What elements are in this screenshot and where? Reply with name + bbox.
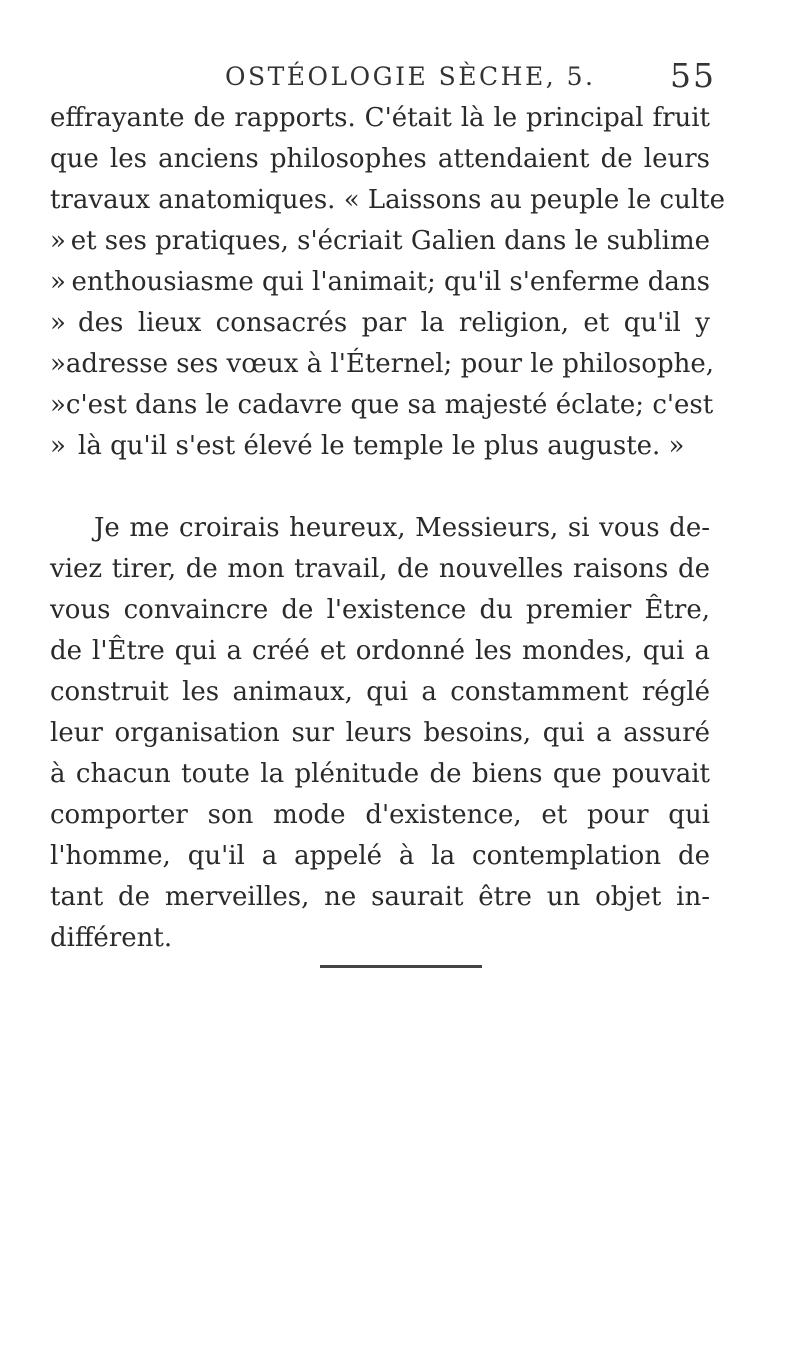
quote-mark: » bbox=[50, 267, 66, 297]
line-content: des lieux consacrés par la religion, et qu'il y bbox=[78, 308, 710, 338]
text-line: à chacun toute la plénitude de biens que pouvait bbox=[50, 759, 710, 789]
text-line: de l'Être qui a créé et ordonné les mondes, qui a bbox=[50, 636, 710, 666]
line-content: c'est dans le cadavre que sa majesté éclate; c'est bbox=[65, 390, 714, 420]
quote-mark: » bbox=[50, 390, 66, 420]
text-line: leur organisation sur leurs besoins, qui a assuré bbox=[50, 718, 710, 748]
running-head: OSTÉOLOGIE SÈCHE, 5. bbox=[225, 62, 596, 91]
line-content: enthousiasme qui l'animait; qu'il s'enferme dans bbox=[71, 267, 710, 297]
section-divider bbox=[320, 965, 482, 968]
line-content: adresse ses vœux à l'Éternel; pour le philosophe, bbox=[65, 349, 714, 379]
paragraph-conclusion bbox=[50, 508, 710, 959]
quote-mark: » bbox=[50, 226, 66, 256]
text-line: construit les animaux, qui a constamment réglé bbox=[50, 677, 710, 707]
page-number: 55 bbox=[670, 56, 716, 95]
text-line: travaux anatomiques. « Laissons au peuple le culte bbox=[50, 185, 725, 215]
quote-mark: » bbox=[50, 349, 66, 379]
text-line: viez tirer, de mon travail, de nouvelles raisons de bbox=[50, 554, 710, 584]
text-line bbox=[50, 344, 714, 385]
text-line: vous convaincre de l'existence du premier Être, bbox=[50, 595, 710, 625]
text-line bbox=[50, 426, 710, 467]
text-line: l'homme, qu'il a appelé à la contemplation de bbox=[50, 841, 710, 871]
quote-mark: » bbox=[50, 308, 66, 338]
text-line bbox=[50, 221, 710, 262]
text-line: tant de merveilles, ne saurait être un objet in- bbox=[50, 882, 710, 912]
text-line: Je me croirais heureux, Messieurs, si vous de- bbox=[94, 513, 710, 543]
text-line bbox=[50, 262, 710, 303]
paragraph-galien-quote bbox=[50, 98, 725, 467]
line-content: et ses pratiques, s'écriait Galien dans le sublime bbox=[70, 226, 710, 256]
text-line: effrayante de rapports. C'était là le principal fruit bbox=[50, 103, 710, 133]
line-content: là qu'il s'est élevé le temple le plus auguste. » bbox=[78, 431, 685, 461]
text-line: différent. bbox=[50, 923, 173, 953]
text-line: comporter son mode d'existence, et pour qui bbox=[50, 800, 710, 830]
text-line: que les anciens philosophes attendaient de leurs bbox=[50, 144, 710, 174]
text-line bbox=[50, 385, 714, 426]
text-line bbox=[50, 303, 710, 344]
quote-mark: » bbox=[50, 431, 66, 461]
